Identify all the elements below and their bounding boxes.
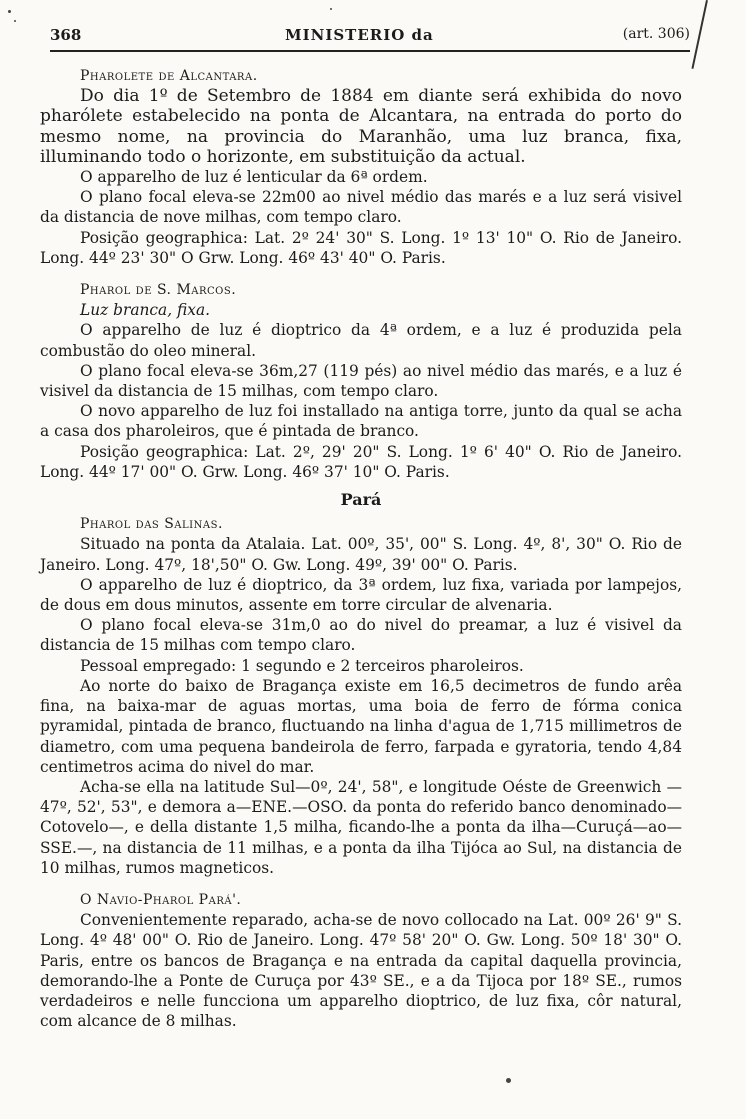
- paragraph: Situado na ponta da Atalaia. Lat. 00º, 35', 00" S. Long. 4º, 8', 30" O. Rio de Janeiro. Long. 47º, 18',50" O. Gw. Long. 49º, 39' 00" O. Paris.: [40, 535, 682, 574]
- paragraph: Pessoal empregado: 1 segundo e 2 terceiros pharoleiros.: [80, 656, 524, 675]
- header-rule: [50, 50, 690, 52]
- paragraph: Posição geographica: Lat. 2º 24' 30" S. Long. 1º 13' 10" O. Rio de Janeiro. Long. 44º 23' 30" O Grw. Long. 46º 43' 40" O. Paris.: [40, 228, 682, 267]
- region-heading: Pará: [340, 490, 382, 510]
- paragraph: O apparelho de luz é lenticular da 6ª ordem.: [80, 168, 428, 187]
- paragraph: Convenientemente reparado, acha-se de novo collocado na Lat. 00º 26' 9" S. Long. 4º 48' 00" O. Rio de Janeiro. Long. 47º 58' 20" O. Gw. Long. 50º 18' 30" O. Paris, entre os bancos de Bragança e na entrada da capital daquella provincia, demorando-lhe a Ponte de Curuça por 43º SE., e a da Tijoca por 18º SE., rumos verdadeiros e nelle funcciona um apparelho dioptrico, de luz fixa, côr natural, com alcance de 8 milhas.: [40, 911, 682, 1031]
- print-speck: [8, 10, 11, 13]
- paragraph: O plano focal eleva-se 31m,0 ao do nivel do preamar, a luz é visivel da distancia de 15 milhas com tempo claro.: [40, 616, 682, 655]
- section-title: O Navio-Pharol Pará'.: [80, 891, 242, 908]
- paragraph: Ao norte do baixo de Bragança existe em 16,5 decimetros de fundo arêa fina, na baixa-mar de aguas mortas, uma boia de ferro de fórma conica pyramidal, pintada de branco, fluctuando na linha d'agua de 1,715 millimetros de diametro, com uma pequena bandeirola de ferro, farpada e gyratoria, tendo 4,84 centimetros acima do nivel do mar.: [40, 676, 682, 776]
- section-title: Pharolete de Alcantara.: [80, 68, 258, 84]
- paragraph: O plano focal eleva-se 36m,27 (119 pés) ao nivel médio das marés, e a luz é visivel da distancia de 15 milhas, com tempo claro.: [40, 361, 682, 401]
- section-title: Pharol de S. Marcos.: [80, 282, 237, 299]
- page-number: 368: [50, 26, 82, 44]
- running-title: MINISTERIO da: [285, 26, 434, 44]
- paragraph: Do dia 1º de Setembro de 1884 em diante será exhibida do novo pharólete estabelecido na ponta de Alcantara, na entrada do porto do mesmo nome, na provincia do Maranhão, uma luz branca, fixa, illuminando todo o horizonte, em substituição da actual.: [40, 86, 682, 167]
- paragraph: Posição geographica: Lat. 2º, 29' 20" S. Long. 1º 6' 40" O. Rio de Janeiro. Long. 44º 17' 00" O. Grw. Long. 46º 37' 10" O. Paris.: [40, 442, 682, 481]
- section-title: Pharol das Salinas.: [80, 516, 223, 533]
- section-subtitle: Luz branca, fixa.: [80, 301, 211, 320]
- page-header: [50, 26, 690, 48]
- print-speck: [330, 8, 332, 10]
- print-speck: [14, 20, 16, 22]
- paragraph: O apparelho de luz é dioptrico da 4ª ordem, e a luz é produzida pela combustão do oleo mineral.: [40, 321, 682, 360]
- body-text: [40, 66, 682, 1031]
- paragraph: O apparelho de luz é dioptrico, da 3ª ordem, luz fixa, variada por lampejos, de dous em dous minutos, assente em torre circular de alvenaria.: [40, 575, 682, 615]
- print-speck: [506, 1078, 511, 1083]
- paragraph: O plano focal eleva-se 22m00 ao nivel médio das marés e a luz será visivel da distancia de nove milhas, com tempo claro.: [40, 188, 682, 227]
- article-reference: (art. 306): [622, 26, 690, 42]
- paragraph: Acha-se ella na latitude Sul—0º, 24', 58", e longitude Oéste de Greenwich —47º, 52', 53", e demora a—ENE.—OSO. da ponta do referido banco denominado—Cotovelo—, e della distante 1,5 milha, ficando-lhe a ponta da ilha—Curuçá—ao—SSE.—, na distancia de 11 milhas, e a ponta da ilha Tijóca ao Sul, na distancia de 10 milhas, rumos magneticos.: [40, 777, 682, 877]
- margin-mark: [691, 0, 708, 69]
- paragraph: O novo apparelho de luz foi installado na antiga torre, junto da qual se acha a casa dos pharoleiros, que é pintada de branco.: [40, 402, 682, 441]
